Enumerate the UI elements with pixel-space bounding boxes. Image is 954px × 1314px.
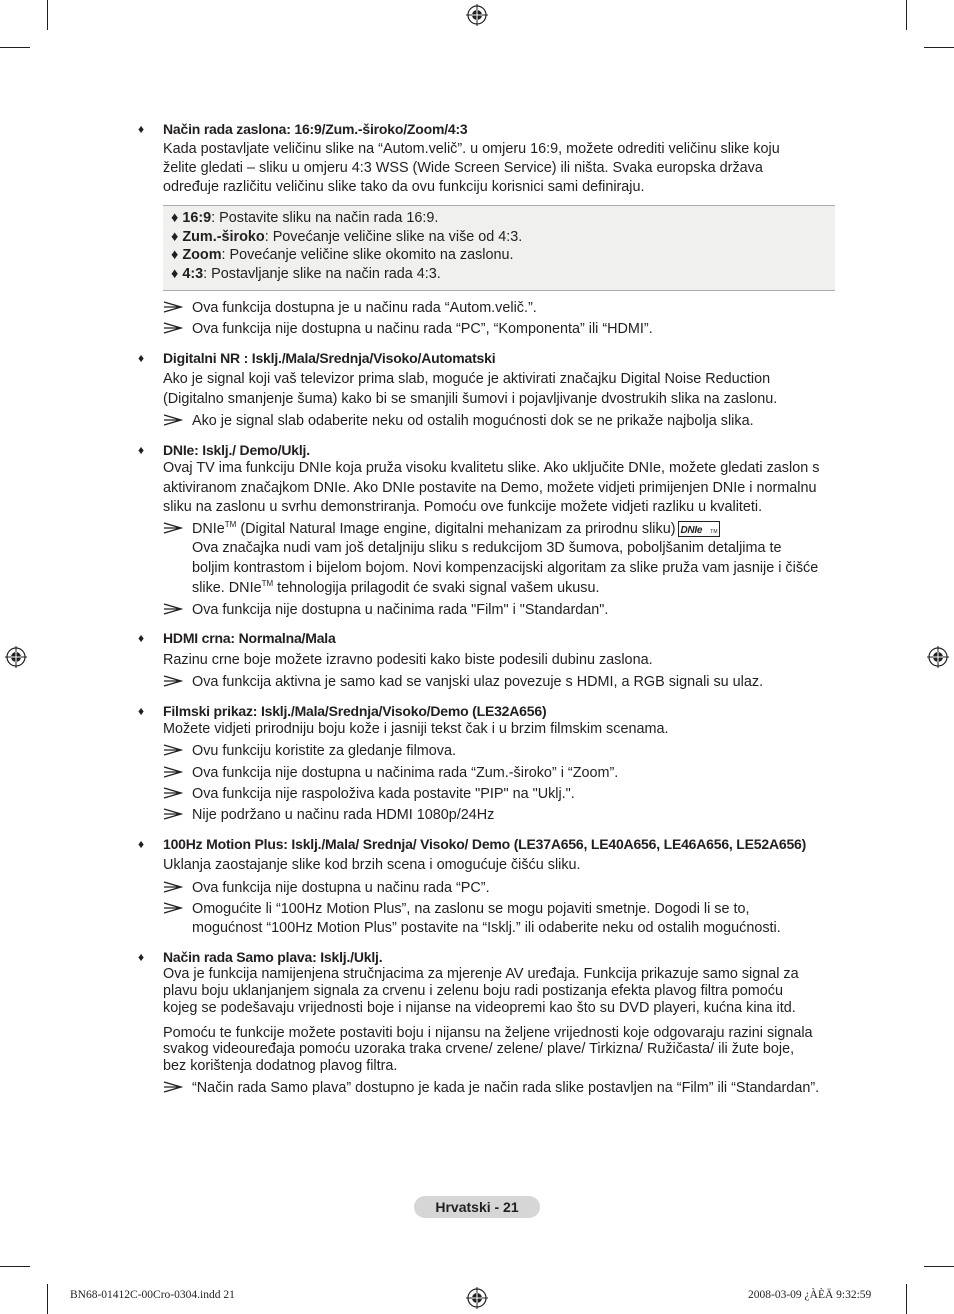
note-text: Ova funkcija nije dostupna u načinima rada "Film" i "Standardan". <box>192 602 609 618</box>
paragraph-line: bez korištenja dodatnog plavog filtra. <box>163 1058 398 1074</box>
crop-mark <box>906 0 907 30</box>
bullet: ♦ <box>138 704 145 718</box>
option-label: 4:3 <box>182 265 204 282</box>
option-row: ♦ 4:3: Postavljanje slike na način rada 4:3. <box>171 265 441 282</box>
note-arrow-icon <box>163 899 183 919</box>
note-arrow-icon <box>163 519 183 539</box>
paragraph-line: svakog videouređaja pomoću uzoraka traka crvene/ zelene/ plave/ Tirkizna/ Ružičasta/ ili žute boje, <box>163 1041 795 1057</box>
registration-mark-icon <box>466 1287 488 1309</box>
section-heading: HDMI crna: Normalna/Mala <box>163 630 336 646</box>
bullet: ♦ <box>138 950 145 964</box>
option-row: ♦ Zum.-široko: Povećanje veličine slike na više od 4:3. <box>171 228 523 245</box>
paragraph-line: Pomoću te funkcije možete postaviti boju i nijansu na željene vrijednosti koje odgovaraju razini signala <box>163 1025 813 1041</box>
option-text: : Povećanje veličine slike okomito na zaslonu. <box>221 247 514 263</box>
registration-mark-icon <box>927 646 949 668</box>
section-heading: 100Hz Motion Plus: Isklj./Mala/ Srednja/ Visoko/ Demo (LE37A656, LE40A656, LE46A656, LE52A656) <box>163 836 807 852</box>
section-heading: DNIe: Isklj./ Demo/Uklj. <box>163 442 310 458</box>
bullet: ♦ <box>138 351 145 365</box>
note-text: Ova funkcija nije raspoloživa kada postavite "PIP" na "Uklj.". <box>192 786 575 802</box>
paragraph-line: kojeg se podešavaju vrijednosti boje i nijanse na videopremi kao što su DVD playeri, kućna kina itd. <box>163 1000 796 1016</box>
note-text: Ova funkcija nije dostupna u načinu rada “PC”. <box>192 880 490 896</box>
note-text: Nije podržano u načinu rada HDMI 1080p/24Hz <box>192 807 495 823</box>
options-box <box>163 205 835 291</box>
dnie-logo: DNIe TM <box>678 521 720 537</box>
paragraph-line: plavu boju uklanjanjem signala za crvenu i zelenu boju radi postizanja efekta plavog filtra pomoću <box>163 983 783 999</box>
bullet: ♦ <box>138 122 145 136</box>
paragraph-line: aktiviranom značajkom DNIe. Ako DNIe postavite na Demo, možete vidjeti primijenjen DNIe i normalnu <box>163 480 817 496</box>
paragraph-line: Ako je signal koji vaš televizor prima slab, moguće je aktivirati značajku Digital Noise Reduction <box>163 371 771 387</box>
section-heading: Način rada Samo plava: Isklj./Uklj. <box>163 949 383 965</box>
section-heading: Filmski prikaz: Isklj./Mala/Srednja/Visoko/Demo (LE32A656) <box>163 703 547 719</box>
crop-mark <box>0 1266 30 1267</box>
note-arrow-icon <box>163 741 183 761</box>
note-text: Ova funkcija nije dostupna u načinima rada “Zum.-široko” i “Zoom”. <box>192 765 619 781</box>
option-text: : Postavljanje slike na način rada 4:3. <box>203 265 441 282</box>
paragraph-line: (Digitalno smanjenje šuma) kako bi se smanjili šumovi i pojavljivanje dvostrukih slika na zaslonu. <box>163 391 778 407</box>
bullet: ♦ <box>138 631 145 645</box>
paragraph-line: određuje različitu veličinu slike tako da ovu funkciju korisnici sami definiraju. <box>163 179 645 195</box>
section-heading: Digitalni NR : Isklj./Mala/Srednja/Visoko/Automatski <box>163 350 496 366</box>
note-arrow-icon <box>163 878 183 898</box>
print-date: 2008-03-09 ¿ÀÈÄ 9:32:59 <box>748 1289 872 1301</box>
option-label: Zum.-široko <box>182 228 265 245</box>
registration-mark-icon <box>466 4 488 26</box>
section-heading: Način rada zaslona: 16:9/Zum.-široko/Zoom/4:3 <box>163 121 468 137</box>
note-arrow-icon <box>163 411 183 431</box>
note-continuation: Ova značajka nudi vam još detaljniju sliku s redukcijom 3D šumova, poboljšanim detaljima te <box>192 540 782 556</box>
bullet: ♦ <box>138 443 145 457</box>
registration-mark-icon <box>5 646 27 668</box>
note-text: Ako je signal slab odaberite neku od ostalih mogućnosti dok se ne prikaže najbolja slika. <box>192 413 754 429</box>
paragraph-line: Možete vidjeti prirodniju boju kože i jasniji tekst čak i u brzim filmskim scenama. <box>163 721 669 737</box>
paragraph-line: Uklanja zaostajanje slike kod brzih scena i omogućuje čišću sliku. <box>163 857 581 873</box>
note-text: Ova funkcija nije dostupna u načinu rada “PC”, “Komponenta” ili “HDMI”. <box>192 321 653 337</box>
option-text: : Postavite sliku na način rada 16:9. <box>211 210 439 226</box>
crop-mark <box>906 1284 907 1314</box>
crop-mark <box>924 1266 954 1267</box>
paragraph-line: Ovaj TV ima funkciju DNIe koja pruža visoku kvalitetu slike. Ako uključite DNIe, možete gledati zaslon s <box>163 460 820 476</box>
note-arrow-icon <box>163 763 183 783</box>
paragraph-line: Kada postavljate veličinu slike na “Autom.velič”. u omjeru 16:9, možete odrediti veličinu slike koju <box>163 141 780 157</box>
crop-mark <box>924 47 954 48</box>
paragraph-line: Ova je funkcija namijenjena stručnjacima za mjerenje AV uređaja. Funkcija prikazuje samo signal za <box>163 966 799 982</box>
note-continuation: mogućnost “100Hz Motion Plus” postavite na “Isklj.” ili odaberite neku od ostalih mogućnosti. <box>192 920 781 936</box>
page-number-label: Hrvatski - 21 <box>414 1196 540 1218</box>
note-continuation: slike. DNIe™ tehnologija prilagodit će svaki signal vašem ukusu. <box>192 579 600 596</box>
option-text: : Povećanje veličine slike na više od 4:3. <box>264 228 523 245</box>
note-arrow-icon <box>163 600 183 620</box>
paragraph-line: želite gledati – sliku u omjeru 4:3 WSS (Wide Screen Service) ili ništa. Svaka europska država <box>163 160 763 176</box>
crop-mark <box>47 0 48 30</box>
note-arrow-icon <box>163 784 183 804</box>
note-text: DNIe™ (Digital Natural Image engine, digitalni mehanizam za prirodnu sliku) DNIe TM <box>192 520 718 537</box>
note-text: Ovu funkciju koristite za gledanje filmova. <box>192 743 456 759</box>
file-name: BN68-01412C-00Cro-0304.indd 21 <box>70 1289 235 1301</box>
paragraph-line: sliku na zaslonu u svrhu demonstriranja. Pomoću ove funkcije možete vidjeti razliku u kvaliteti. <box>163 499 763 515</box>
option-label: Zoom <box>182 247 222 263</box>
paragraph-line: Razinu crne boje možete izravno podesiti kako biste podesili dubinu zaslona. <box>163 652 653 668</box>
note-arrow-icon <box>163 805 183 825</box>
crop-mark <box>0 47 30 48</box>
option-row: ♦ Zoom: Povećanje veličine slike okomito na zaslonu. <box>171 247 514 263</box>
note-continuation: boljim kontrastom i bijelom bojom. Novi kompenzacijski algoritam za slike pruža vam jasnije i čišće <box>192 560 819 576</box>
note-text: “Način rada Samo plava” dostupno je kada je način rada slike postavljen na “Film” ili “Standardan”. <box>192 1080 820 1096</box>
note-arrow-icon <box>163 1078 183 1098</box>
option-row: ♦ 16:9: Postavite sliku na način rada 16:9. <box>171 210 439 226</box>
note-arrow-icon <box>163 672 183 692</box>
note-text: Omogućite li “100Hz Motion Plus”, na zaslonu se mogu pojaviti smetnje. Dogodi li se to, <box>192 901 750 917</box>
note-arrow-icon <box>163 319 183 339</box>
note-arrow-icon <box>163 298 183 318</box>
note-text: Ova funkcija dostupna je u načinu rada “Autom.velič.”. <box>192 300 537 316</box>
note-text: Ova funkcija aktivna je samo kad se vanjski ulaz povezuje s HDMI, a RGB signali su ulaz. <box>192 674 764 690</box>
option-label: 16:9 <box>182 210 212 226</box>
crop-mark <box>47 1284 48 1314</box>
bullet: ♦ <box>138 837 145 851</box>
